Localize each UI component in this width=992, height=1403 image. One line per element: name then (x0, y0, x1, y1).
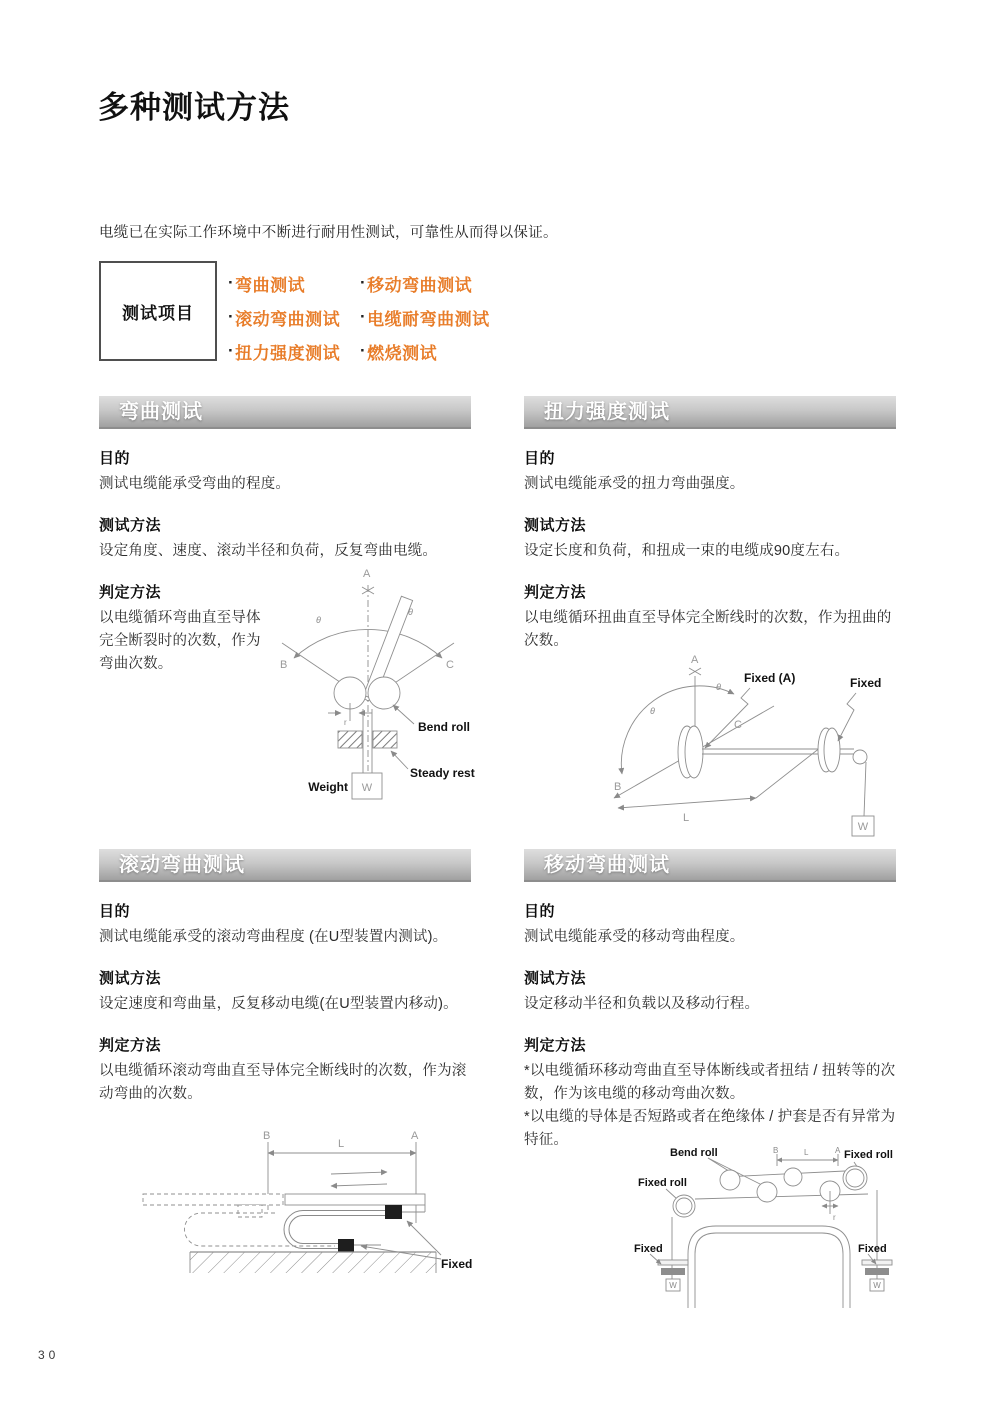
diagram-label-b: B (614, 781, 622, 793)
section-rolling-bend-test (99, 849, 473, 1271)
diagram-label-b: B (773, 1146, 779, 1155)
purpose-text: 测试电缆能承受的扭力弯曲强度。 (524, 476, 745, 492)
page-number: 30 (38, 1348, 60, 1362)
section-moving-bend-test (524, 849, 896, 1290)
test-items-box (99, 261, 217, 361)
judgement-heading: 判定方法 (99, 1037, 162, 1054)
method-heading: 测试方法 (99, 970, 162, 987)
diagram-label-w: W (361, 782, 373, 794)
method-heading: 测试方法 (524, 970, 587, 987)
section-header-rolling-bend (99, 849, 471, 882)
rolling-bend-test-diagram (135, 1128, 495, 1280)
test-item-move-bend (360, 266, 490, 300)
torsion-test-diagram (598, 638, 930, 843)
test-item-roll-bend (228, 300, 340, 334)
method-text: 设定移动半径和负载以及移动行程。 (524, 996, 760, 1012)
method-heading: 测试方法 (99, 517, 162, 534)
test-item-label: 移动弯曲测试 (367, 275, 473, 295)
test-item-label: 滚动弯曲测试 (235, 309, 341, 329)
section-header-moving-bend (524, 849, 896, 882)
test-items-column-2 (360, 266, 490, 368)
method-text: 设定速度和弯曲量，反复移动电缆(在U型装置内移动)。 (99, 996, 458, 1012)
diagram-label-fixed: Fixed (441, 1257, 473, 1271)
purpose-heading: 目的 (524, 450, 556, 467)
section-title: 扭力强度测试 (544, 401, 670, 423)
diagram-label-l: L (683, 812, 690, 824)
diagram-label-w: W (873, 1281, 881, 1290)
method-text: 设定长度和负荷，和扭成一束的电缆成90度左右。 (524, 543, 850, 559)
test-items-box-label: 测试项目 (122, 303, 194, 323)
test-item-cable-bend-resist (360, 300, 490, 334)
diagram-label-l: L (804, 1148, 809, 1157)
diagram-label-bend-roll: Bend roll (670, 1147, 718, 1159)
test-item-label: 燃烧测试 (367, 343, 438, 363)
method-text: 设定角度、速度、滚动半径和负荷，反复弯曲电缆。 (99, 543, 438, 559)
judgement-text-line2: *以电缆的导体是否短路或者在绝缘体 / 护套是否有异常为特征。 (524, 1109, 896, 1148)
diagram-label-fixed: Fixed (634, 1243, 663, 1255)
diagram-label-c: C (446, 659, 454, 671)
moving-bend-test-diagram (610, 1142, 930, 1308)
purpose-heading: 目的 (99, 903, 131, 920)
test-item-label: 扭力强度测试 (235, 343, 341, 363)
diagram-label-steady-rest: Steady rest (410, 766, 475, 780)
diagram-label-b: B (280, 659, 288, 671)
diagram-label-fixed-roll: Fixed roll (638, 1177, 687, 1189)
diagram-label-theta: θ (716, 682, 721, 692)
bullet-icon: · (360, 273, 367, 292)
bending-test-diagram (278, 563, 508, 813)
intro-text: 电缆已在实际工作环境中不断进行耐用性测试，可靠性从而得以保证。 (99, 225, 558, 241)
judgement-text: 以电缆循环弯曲直至导体完全断裂时的次数，作为弯曲次数。 (99, 610, 261, 672)
judgement-text: 以电缆循环滚动弯曲直至导体完全断线时的次数，作为滚动弯曲的次数。 (99, 1063, 467, 1102)
test-item-label: 电缆耐弯曲测试 (367, 309, 490, 329)
purpose-heading: 目的 (99, 450, 131, 467)
judgement-text: 以电缆循环扭曲直至导体完全断线时的次数，作为扭曲的次数。 (524, 610, 892, 649)
bullet-icon: · (360, 307, 367, 326)
diagram-label-a: A (691, 654, 699, 666)
diagram-label-a: A (411, 1130, 419, 1142)
section-torsion-test (524, 396, 896, 833)
test-item-label: 弯曲测试 (235, 275, 306, 295)
diagram-label-fixed-a: Fixed (A) (744, 671, 796, 685)
section-title: 滚动弯曲测试 (119, 854, 245, 876)
diagram-label-theta: θ (408, 607, 413, 617)
diagram-label-theta: θ (316, 615, 321, 625)
test-item-burn (360, 334, 490, 368)
purpose-text: 测试电缆能承受的滚动弯曲程度 (在U型装置内测试)。 (99, 929, 448, 945)
page-title: 多种测试方法 (98, 90, 290, 125)
section-header-bending (99, 396, 471, 429)
diagram-label-fixed: Fixed (858, 1243, 887, 1255)
judgement-text-line1: *以电缆循环移动弯曲直至导体断线或者扭结 / 扭转等的次数，作为该电缆的移动弯曲次数。 (524, 1063, 896, 1102)
diagram-label-l: L (338, 1138, 345, 1150)
bullet-icon: · (228, 341, 235, 360)
diagram-label-b: B (263, 1130, 271, 1142)
test-item-bend (228, 266, 340, 300)
diagram-label-fixed-roll: Fixed roll (844, 1149, 893, 1161)
section-bending-test (99, 396, 475, 794)
bullet-icon: · (228, 273, 235, 292)
test-item-torsion (228, 334, 340, 368)
diagram-label-c: C (734, 719, 742, 731)
diagram-label-r: r (344, 718, 347, 727)
judgement-heading: 判定方法 (99, 584, 162, 601)
diagram-label-w: W (857, 821, 869, 833)
diagram-label-a: A (363, 568, 371, 580)
diagram-label-r: r (833, 1213, 836, 1222)
purpose-text: 测试电缆能承受的移动弯曲程度。 (524, 929, 745, 945)
bullet-icon: · (360, 341, 367, 360)
diagram-label-w: W (669, 1281, 677, 1290)
diagram-label-a: A (835, 1146, 841, 1155)
diagram-label-bend-roll: Bend roll (418, 720, 471, 734)
method-heading: 测试方法 (524, 517, 587, 534)
diagram-label-theta: θ (650, 706, 655, 716)
section-title: 弯曲测试 (119, 401, 203, 423)
purpose-text: 测试电缆能承受弯曲的程度。 (99, 476, 291, 492)
diagram-label-fixed: Fixed (850, 676, 882, 690)
bullet-icon: · (228, 307, 235, 326)
section-header-torsion (524, 396, 896, 429)
purpose-heading: 目的 (524, 903, 556, 920)
judgement-heading: 判定方法 (524, 584, 587, 601)
judgement-heading: 判定方法 (524, 1037, 587, 1054)
section-title: 移动弯曲测试 (544, 854, 670, 876)
diagram-label-weight: Weight (308, 780, 348, 794)
test-items-column-1 (228, 266, 340, 368)
